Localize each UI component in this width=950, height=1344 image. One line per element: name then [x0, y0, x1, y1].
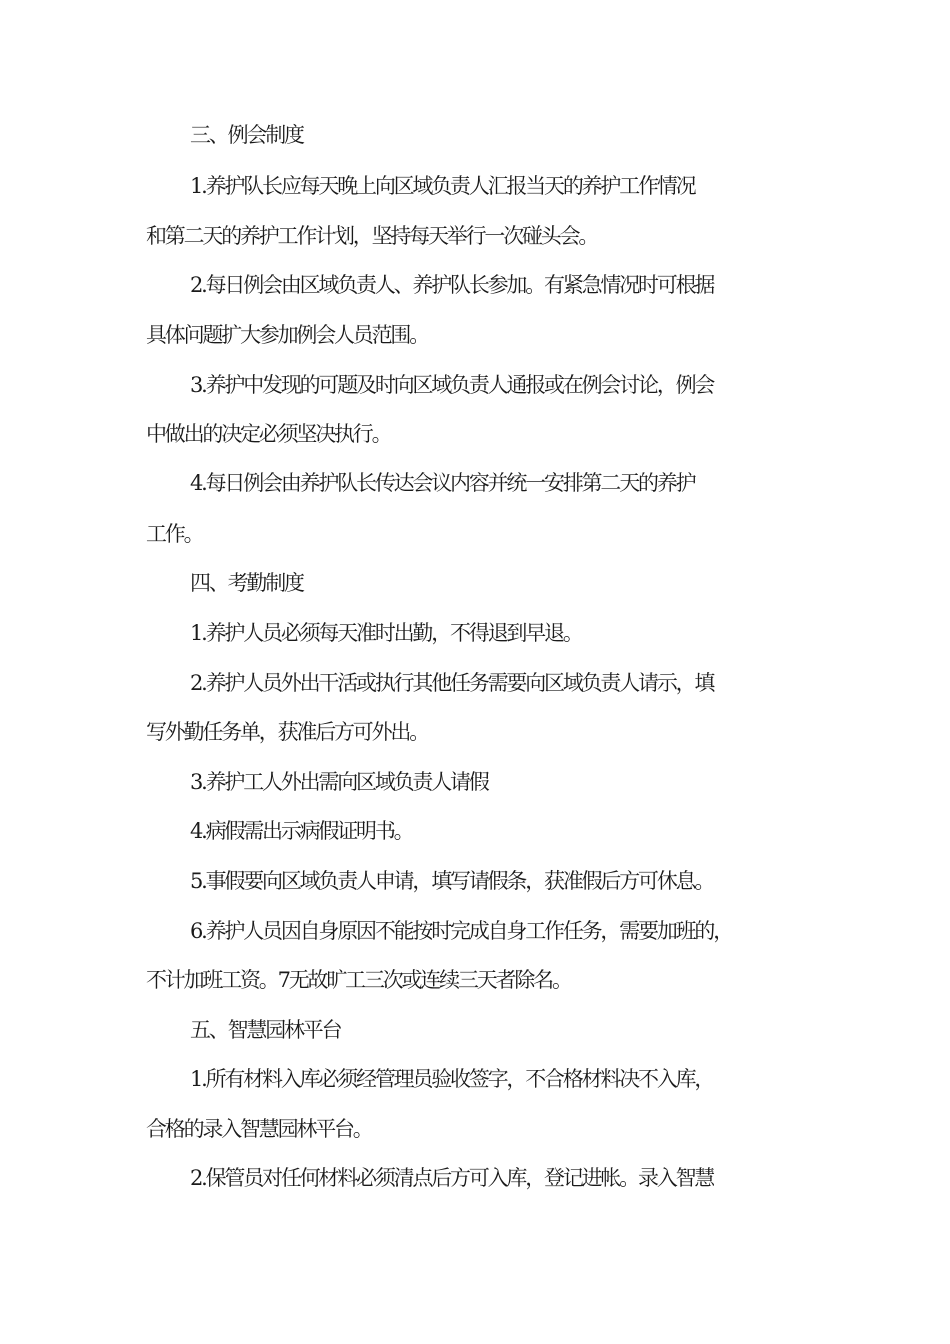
paragraph-line: 工作。 — [146, 522, 203, 546]
paragraph-line: 中做出的决定必须坚决执行。 — [146, 422, 391, 446]
paragraph-line: 1.所有材料入库必须经管理员验收签字，不合格材料决不入库， — [190, 1067, 714, 1091]
paragraph-line: 2.保管员对任何材料必须清点后方可入库，登记进帐。录入智慧 — [190, 1166, 714, 1190]
paragraph-line: 2.养护人员外出干活或执行其他任务需要向区域负责人请示，填 — [190, 671, 714, 695]
paragraph-line: 4.每日例会由养护队长传达会议内容并统一安排第二天的养护 — [190, 471, 695, 495]
paragraph-line: 3.养护中发现的可题及时向区域负责人通报或在例会讨论，例会 — [190, 373, 714, 397]
paragraph-line: 写外勤任务单，获准后方可外出。 — [146, 720, 428, 744]
paragraph-line: 1.养护人员必须每天准时出勤，不得退到早退。 — [190, 621, 582, 645]
section-heading-attendance: 四、考勤制度 — [190, 571, 303, 595]
paragraph-line: 6.养护人员因自身原因不能按时完成自身工作任务，需要加班的， — [190, 919, 733, 943]
paragraph-line: 不计加班工资。7无故旷工三次或连续三天者除名。 — [146, 968, 571, 992]
paragraph-line: 和第二天的养护工作计划，坚持每天举行一次碰头会。 — [146, 224, 598, 248]
paragraph-line: 5.事假要向区域负责人申请，填写请假条，获准假后方可休息。 — [190, 869, 714, 893]
section-heading-meeting: 三、例会制度 — [190, 123, 303, 147]
section-heading-smart-garden: 五、智慧园林平台 — [190, 1018, 341, 1042]
paragraph-line: 具体问题扩大参加例会人员范围。 — [146, 323, 428, 347]
paragraph-line: 1.养护队长应每天晚上向区域负责人汇报当天的养护工作情况 — [190, 174, 695, 198]
paragraph-line: 3.养护工人外出需向区域负责人请假 — [190, 770, 488, 794]
paragraph-line: 合格的录入智慧园林平台。 — [146, 1117, 372, 1141]
paragraph-line: 4.病假需出示病假证明书。 — [190, 819, 413, 843]
paragraph-line: 2.每日例会由区域负责人、养护队长参加。有紧急情况时可根据 — [190, 273, 714, 297]
